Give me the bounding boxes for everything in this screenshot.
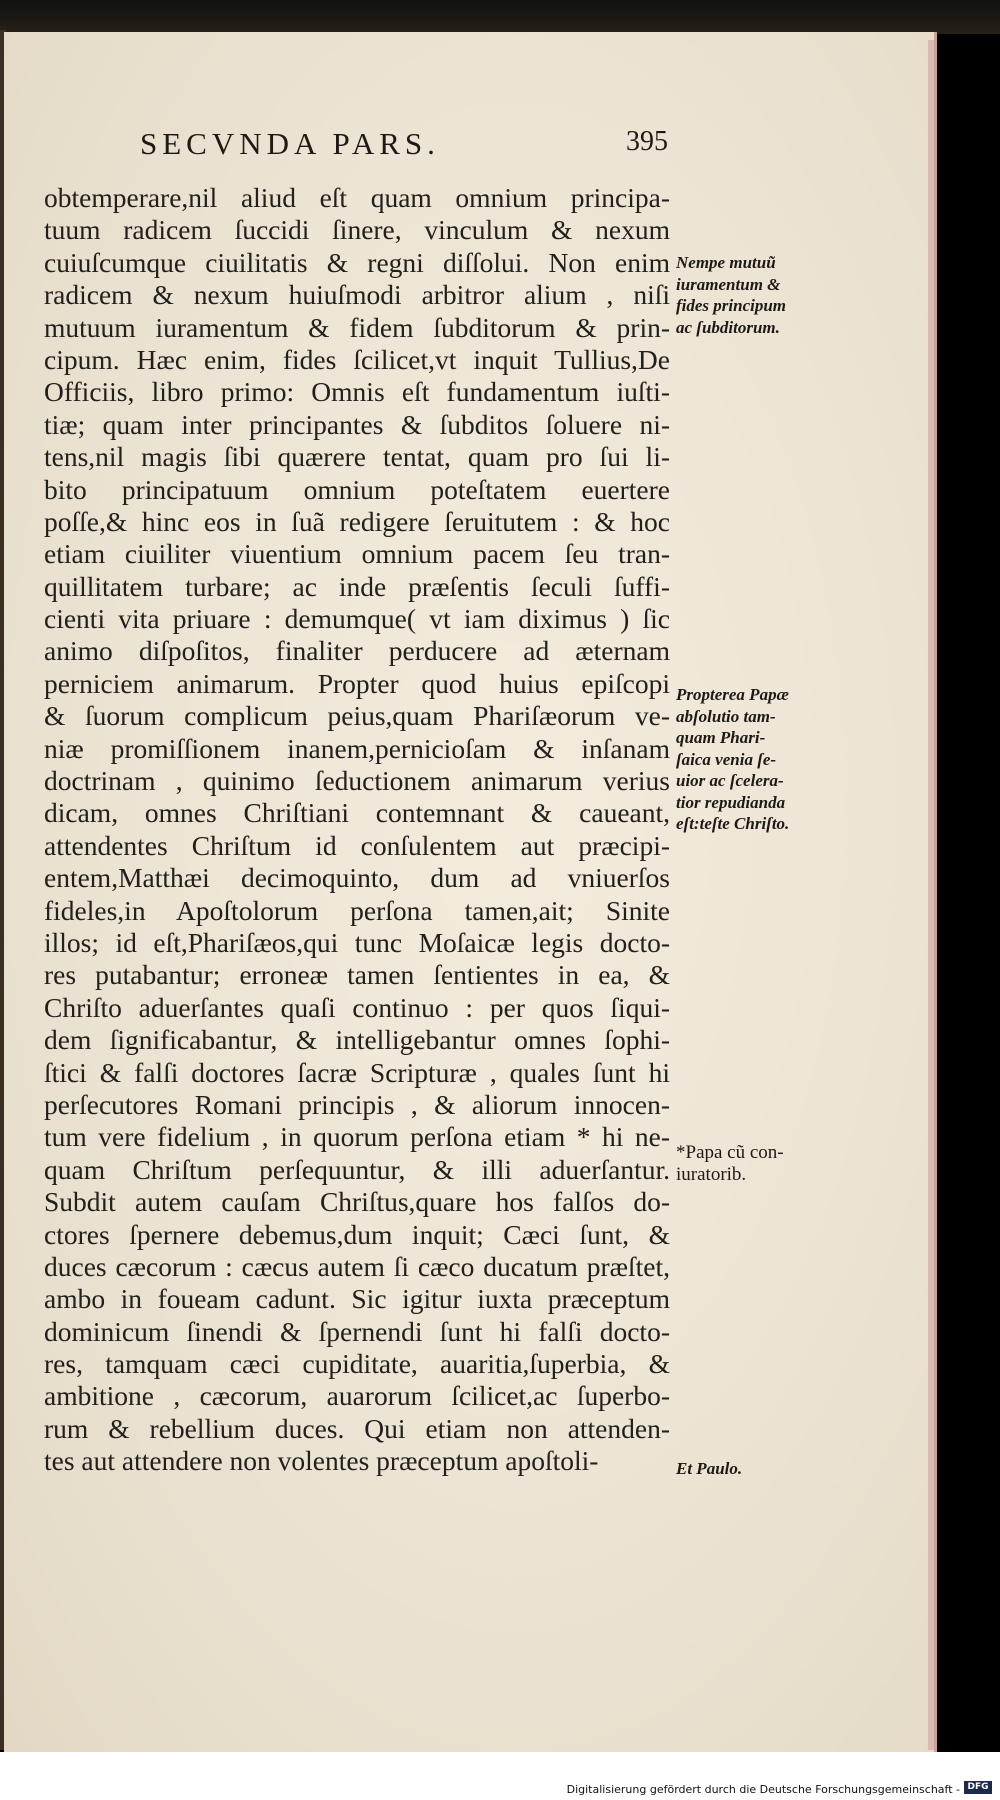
marginal-note-pope bbox=[676, 1142, 836, 1185]
text-line: quam Chriſtum perſequuntur, & illi aduerſantur. bbox=[44, 1153, 670, 1185]
text-line: duces cæcorum : cæcus autem ſi cæco ducatum præſtet, bbox=[44, 1250, 670, 1282]
page-number: 395 bbox=[626, 126, 668, 157]
marginal-note-line: uior ac ſcelera- bbox=[676, 771, 784, 790]
text-line: dicam, omnes Chriſtiani contemnant & caueant, bbox=[44, 797, 670, 829]
text-line: radicem & nexum huiuſmodi arbitror alium , niſi bbox=[44, 279, 670, 311]
marginal-note-line: Propterea Papæ bbox=[676, 685, 789, 704]
text-line: perniciem animarum. Propter quod huius epiſcopi bbox=[44, 667, 670, 699]
text-line: tens,nil magis ſibi quærere tentat, quam pro ſui li- bbox=[44, 441, 670, 473]
page-right-edge bbox=[928, 40, 934, 1750]
text-line: bito principatuum omnium poteſtatem euertere bbox=[44, 473, 670, 505]
marginal-note-line: quam Phari- bbox=[676, 728, 766, 747]
text-line: ctores ſpernere debemus,dum inquit; Cæci ſunt, & bbox=[44, 1218, 670, 1250]
text-line: rum & rebellium duces. Qui etiam non attenden- bbox=[44, 1412, 670, 1444]
marginal-note-line: iuramentum & bbox=[676, 274, 781, 294]
dfg-logo: DFG bbox=[964, 1781, 992, 1794]
text-line: fideles,in Apoſtolorum perſona tamen,ait; Sinite bbox=[44, 894, 670, 926]
text-line: obtemperare,nil aliud eſt quam omnium principa- bbox=[44, 182, 670, 213]
text-line: animo diſpoſitos, finaliter perducere ad æternam bbox=[44, 635, 670, 667]
text-line: poſſe,& hinc eos in ſuã redigere ſeruitutem : & hoc bbox=[44, 505, 670, 537]
text-line: cienti vita priuare : demumque( vt iam diximus ) ſic bbox=[44, 603, 670, 635]
marginal-note-absolution bbox=[676, 684, 836, 835]
marginal-note-line: iuratorib. bbox=[676, 1163, 747, 1185]
marginal-note-line: fides principum bbox=[676, 296, 787, 315]
body-text bbox=[44, 182, 670, 1478]
text-line: tes aut attendere non volentes præceptum apoſtoli- bbox=[44, 1445, 599, 1477]
text-line: cuiuſcumque ciuilitatis & regni diſſolui. Non enim bbox=[44, 246, 670, 278]
text-line: Chriſto aduerſantes quaſi continuo : per quos ſiqui- bbox=[44, 991, 670, 1023]
text-line: attendentes Chriſtum id conſulentem aut præcipi- bbox=[44, 829, 670, 861]
text-line: dominicum ſinendi & ſpernendi ſunt hi falſi docto- bbox=[44, 1315, 670, 1347]
marginal-note-line: tior repudianda bbox=[676, 792, 786, 812]
marginal-note-line: ſaica venia ſe- bbox=[676, 749, 777, 769]
text-line: tum vere fidelium , in quorum perſona etiam * hi ne- bbox=[44, 1121, 670, 1153]
text-line: Officiis, libro primo: Omnis eſt fundamentum iuſti- bbox=[44, 376, 670, 408]
scan-top-edge bbox=[0, 0, 1000, 34]
text-line: ambo in foueam cadunt. Sic igitur iuxta præceptum bbox=[44, 1283, 670, 1315]
text-line: doctrinam , quinimo ſeductionem animarum verius bbox=[44, 765, 670, 797]
marginal-note-line: eſt:teſte Chriſto. bbox=[676, 814, 790, 833]
text-line: illos; id eſt,Phariſæos,qui tunc Moſaicæ legis docto- bbox=[44, 926, 670, 958]
text-line: dem ſignificabantur, & intelligebantur omnes ſophi- bbox=[44, 1024, 670, 1056]
text-line: perſecutores Romani principis , & aliorum innocen- bbox=[44, 1088, 670, 1120]
marginal-note-line: Nempe mutuũ bbox=[676, 253, 776, 272]
text-line: niæ promiſſionem inanem,pernicioſam & inſanam bbox=[44, 732, 670, 764]
text-line: res putabantur; erroneæ tamen ſentientes in ea, & bbox=[44, 959, 670, 991]
digitization-credit: Digitalisierung gefördert durch die Deutsche Forschungsgemeinschaft - bbox=[566, 1783, 960, 1796]
text-line: res, tamquam cæci cupiditate, auaritia,ſuperbia, & bbox=[44, 1348, 670, 1380]
text-line: tuum radicem ſuccidi ſinere, vinculum & nexum bbox=[44, 214, 670, 246]
text-line: ambitione , cæcorum, auarorum ſcilicet,ac ſuperbo- bbox=[44, 1380, 670, 1412]
marginal-note-line: Et Paulo. bbox=[676, 1459, 743, 1478]
text-line: cipum. Hæc enim, fides ſcilicet,vt inquit Tullius,De bbox=[44, 343, 670, 375]
text-line: etiam ciuiliter viuentium omnium pacem ſeu tran- bbox=[44, 538, 670, 570]
text-line: quillitatem turbare; ac inde præſentis ſeculi ſuffi- bbox=[44, 570, 670, 602]
marginal-note-line: abſolutio tam- bbox=[676, 706, 776, 726]
text-line: ſtici & falſi doctores ſacræ Scripturæ , quales ſunt hi bbox=[44, 1056, 670, 1088]
marginal-note-paul bbox=[676, 1458, 836, 1480]
marginal-note-line: ac ſubditorum. bbox=[676, 317, 780, 337]
marginal-note-oath bbox=[676, 252, 836, 338]
marginal-note-line: *Papa cũ con- bbox=[676, 1142, 784, 1163]
text-line: tiæ; quam inter principantes & ſubditos ſoluere ni- bbox=[44, 408, 670, 440]
text-line: & ſuorum complicum peius,quam Phariſæorum ve- bbox=[44, 700, 670, 732]
text-line: Subdit autem cauſam Chriſtus,quare hos falſos do- bbox=[44, 1186, 670, 1218]
running-title: SECVNDA PARS. bbox=[140, 126, 440, 161]
text-line: mutuum iuramentum & fidem ſubditorum & prin- bbox=[44, 311, 670, 343]
text-line: entem,Matthæi decimoquinto, dum ad vniuerſos bbox=[44, 862, 670, 894]
